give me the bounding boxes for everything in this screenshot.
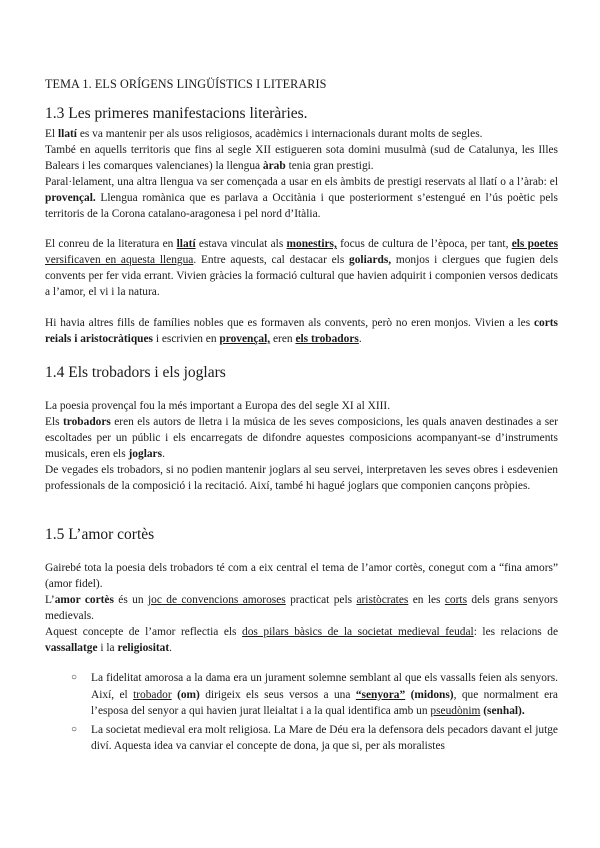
- bullet-list: [45, 670, 558, 757]
- heading-section-1-3: 1.3 Les primeres manifestacions literàries.: [45, 105, 308, 122]
- paragraph-monestirs: El conreu de la literatura en llatí estava vinculat als monestirs, focus de cultura de l’època, per tant, els poetes versificaven en aquesta llengua. Entre aquests, cal destacar els goliards, monjos i clergues que fugien dels convents per fer vida errant. Vivien gràcies la formació cultural que havien adquirit i componien versos dedicats a l’amor, el vi i la natura.: [45, 238, 559, 298]
- heading-section-1-4: 1.4 Els trobadors i els joglars: [45, 364, 226, 381]
- paragraph-poesia-provencal: La poesia provençal fou la més important a Europa des del segle XI al XIII.: [45, 400, 391, 412]
- paragraph-trobadors-origin: Hi havia altres fills de famílies nobles que es formaven als convents, però no eren monjos. Vivien a les corts reials i aristocràtiques i escrivien en provençal, eren els trobadors.: [45, 317, 558, 345]
- paragraph-fina-amors: Gairebé tota la poesia dels trobadors té com a eix central el tema de l’amor cortès, conegut com a “fina amors” (amor fidel).: [45, 562, 558, 590]
- paragraph-de-vegades: De vegades els trobadors, si no podien mantenir joglars al seu servei, interpretaven les seves obres i esdevenien professionals de la composició i la recitació. Així, també hi hagué joglars que componien cançons pròpies.: [45, 464, 558, 492]
- paragraph-pilars: Aquest concepte de l’amor reflectia els dos pilars bàsics de la societat medieval feudal: les relacions de vassallatge i la religiositat.: [45, 626, 559, 654]
- list-item: ○ La fidelitat amorosa a la dama era un jurament solemne semblant al que els vassalls feien als senyors. Així, el trobador (om) dirigeix els seus versos a una “senyora” (midons), que normalment era l’esposa del senyor a qui havien jurat lleialtat i a la qual identifica amb un pseudònim (senhal).: [71, 672, 558, 717]
- paragraph-arab: També en aquells territoris que fins al segle XII estigueren sota domini musulmà (sud de Catalunya, les Illes Balears i les comarques valencianes) la llengua àrab tenia gran prestigi.: [45, 144, 558, 172]
- paragraph-trobadors-joglars: Els trobadors eren els autors de lletra i la música de les seves composicions, les quals anaven destinades a ser escoltades per un públic i els encarregats de difondre aquestes composicions acompanyant-se d’instruments musicals, eren els joglars.: [45, 416, 559, 460]
- heading-section-1-5: 1.5 L’amor cortès: [45, 526, 155, 543]
- document-title: TEMA 1. ELS ORÍGENS LINGÜÍSTICS I LITERARIS: [45, 77, 327, 91]
- paragraph-amor-cortes: L’amor cortès és un joc de convencions amoroses practicat pels aristòcrates en les corts dels grans senyors medievals.: [45, 594, 558, 622]
- paragraph-llati: El llatí es va mantenir per als usos religiosos, acadèmics i internacionals durant molts de segles.: [45, 128, 483, 140]
- hollow-circle-bullet-icon: ○: [71, 723, 78, 735]
- paragraph-provencal: Paral·lelament, una altra llengua va ser començada a usar en els àmbits de prestigi reservats al llatí o a l’àrab: el provençal. Llengua romànica que es parlava a Occitània i que posteriorment s’estengué en l’ús poètic pels territoris de la Corona catalano-aragonesa i pel nord d’Itàlia.: [45, 176, 558, 220]
- list-item: ○ La societat medieval era molt religiosa. La Mare de Déu era la defensora dels pecadors davant el jutge diví. Aquesta idea va canviar el concepte de dona, ja que si, per als moralistes: [71, 723, 558, 752]
- hollow-circle-bullet-icon: ○: [71, 672, 78, 683]
